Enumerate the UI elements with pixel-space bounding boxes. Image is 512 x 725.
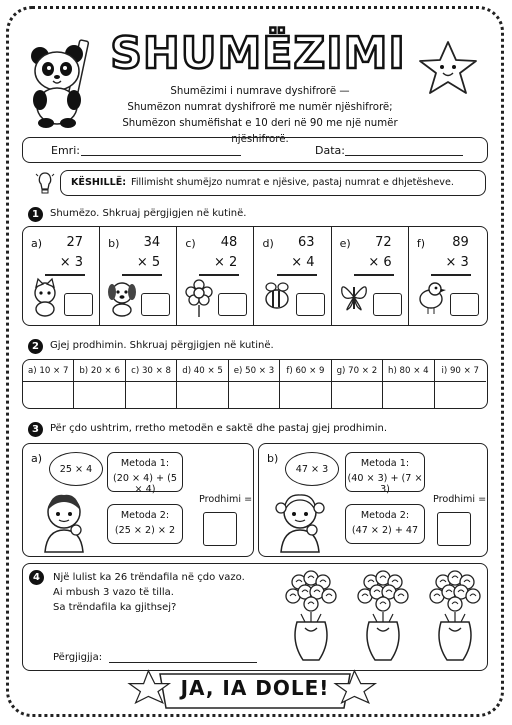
bird-icon bbox=[417, 279, 447, 319]
date-line[interactable] bbox=[345, 155, 463, 156]
problem-line: Ai mbush 3 vazo të tilla. bbox=[53, 587, 174, 598]
problem-cell bbox=[100, 227, 177, 325]
page-title: SHUMËZIMI bbox=[110, 28, 406, 79]
section-number: 4 bbox=[29, 570, 44, 585]
name-label: Emri: bbox=[51, 144, 80, 157]
problem-letter: b) bbox=[108, 237, 120, 250]
section-number: 1 bbox=[28, 207, 43, 222]
method-label: Metoda 2: bbox=[120, 510, 170, 521]
tip-box bbox=[60, 170, 486, 196]
method-label: Metoda 2: bbox=[360, 510, 410, 521]
product-problem: d) 40 × 5 bbox=[182, 366, 223, 376]
method-1-box[interactable] bbox=[345, 452, 425, 495]
method-label: Metoda 1: bbox=[360, 458, 410, 469]
multiplier: × 3 bbox=[445, 255, 469, 270]
problem-letter: e) bbox=[339, 237, 351, 250]
product-problem: b) 20 × 6 bbox=[79, 366, 120, 376]
multiplier: × 6 bbox=[368, 255, 392, 270]
product-problem: g) 70 × 2 bbox=[336, 366, 378, 376]
answer-box[interactable] bbox=[203, 512, 237, 546]
answer-box[interactable] bbox=[218, 293, 247, 316]
multiplier: × 3 bbox=[59, 255, 83, 270]
lightbulb-icon bbox=[36, 170, 54, 198]
tip-label: KËSHILLË: bbox=[71, 177, 127, 188]
part-letter: b) bbox=[267, 452, 279, 465]
product-problem: a) 10 × 7 bbox=[28, 366, 69, 376]
answer-rule bbox=[354, 274, 394, 276]
section-instruction: Për çdo ushtrim, rretho metodën e saktë dhe pastaj gjej prodhimin. bbox=[50, 423, 388, 434]
product-cell[interactable] bbox=[23, 360, 74, 408]
multiplier: × 5 bbox=[136, 255, 161, 270]
problem-letter: a) bbox=[31, 237, 43, 250]
multiplicand: 89 bbox=[452, 235, 469, 250]
problem-line: Një lulist ka 26 trëndafila në çdo vazo. bbox=[53, 572, 245, 583]
method-label: Metoda 1: bbox=[120, 458, 170, 469]
section-instruction: Shumëzo. Shkruaj përgjigjen në kutinë. bbox=[50, 208, 247, 219]
answer-rule bbox=[122, 274, 162, 276]
product-problem: e) 50 × 3 bbox=[233, 366, 275, 376]
product-cell[interactable] bbox=[229, 360, 280, 408]
problem-line: Sa trëndafila ka gjithsej? bbox=[53, 602, 177, 613]
answer-label: Përgjigjja: bbox=[53, 652, 103, 663]
panda-mascot-icon bbox=[28, 38, 100, 130]
problem-letter: d) bbox=[262, 237, 274, 250]
word-problem bbox=[53, 570, 245, 615]
name-date-box bbox=[22, 137, 488, 163]
problem-cell bbox=[332, 227, 409, 325]
row-divider bbox=[23, 381, 486, 382]
section1-panel bbox=[22, 226, 488, 326]
method-expression: (20 × 4) + (5 × 4) bbox=[113, 473, 177, 495]
product-problem: c) 30 × 8 bbox=[131, 366, 172, 376]
product-cell[interactable] bbox=[126, 360, 177, 408]
method-expression: (25 × 2) × 2 bbox=[114, 525, 176, 536]
subtitle-line: Shumëzimi i numrave dyshifrorë — bbox=[170, 86, 350, 97]
footer-banner: JA, IA DOLE! bbox=[180, 676, 330, 700]
name-line[interactable] bbox=[81, 155, 241, 156]
section-instruction: Gjej prodhimin. Shkruaj përgjigjen në kutinë. bbox=[50, 340, 274, 351]
answer-box[interactable] bbox=[296, 293, 325, 316]
girl-thinking-icon bbox=[273, 490, 327, 552]
product-cell[interactable] bbox=[177, 360, 228, 408]
product-cell[interactable] bbox=[74, 360, 125, 408]
answer-box[interactable] bbox=[437, 512, 471, 546]
rose-vase-icon bbox=[353, 570, 413, 666]
problem-bubble: 47 × 3 bbox=[285, 452, 339, 486]
problem-bubble: 25 × 4 bbox=[49, 452, 103, 486]
tip-text: Fillimisht shumëjzo numrat e njësive, pastaj numrat e dhjetësheve. bbox=[131, 177, 454, 188]
part-letter: a) bbox=[31, 452, 43, 465]
boy-thinking-icon bbox=[37, 490, 91, 552]
section4-panel bbox=[22, 563, 488, 671]
problem-cell bbox=[177, 227, 254, 325]
product-problem: i) 90 × 7 bbox=[441, 366, 480, 376]
answer-rule bbox=[277, 274, 317, 276]
answer-box[interactable] bbox=[141, 293, 170, 316]
answer-rule bbox=[199, 274, 239, 276]
problem-letter: f) bbox=[416, 237, 425, 250]
product-problem: h) 80 × 4 bbox=[388, 366, 429, 376]
dog-icon bbox=[108, 279, 138, 319]
multiplier: × 4 bbox=[291, 255, 315, 270]
method-expression: (40 × 3) + (7 × 3) bbox=[347, 473, 423, 495]
section-number: 3 bbox=[28, 422, 43, 437]
answer-line[interactable] bbox=[109, 662, 257, 663]
problem-cell bbox=[23, 227, 100, 325]
rose-vase-icon bbox=[281, 570, 341, 666]
bee-icon bbox=[263, 279, 293, 319]
product-problem: f) 60 × 9 bbox=[286, 366, 325, 376]
multiplier: × 2 bbox=[214, 255, 238, 270]
section2-panel bbox=[22, 359, 488, 409]
product-cell[interactable] bbox=[280, 360, 331, 408]
product-label: Prodhimi = bbox=[199, 494, 253, 505]
multiplicand: 63 bbox=[297, 235, 315, 250]
product-cell[interactable] bbox=[332, 360, 383, 408]
method-1-box[interactable] bbox=[107, 452, 183, 495]
multiplicand: 72 bbox=[375, 235, 392, 250]
product-cell[interactable] bbox=[435, 360, 486, 408]
flower-icon bbox=[185, 279, 215, 319]
date-label: Data: bbox=[315, 144, 345, 157]
section3-part-a bbox=[22, 443, 254, 557]
product-cell[interactable] bbox=[383, 360, 434, 408]
multiplicand: 34 bbox=[143, 235, 161, 250]
answer-rule bbox=[431, 274, 471, 276]
answer-box[interactable] bbox=[450, 293, 479, 316]
product-label: Prodhimi = bbox=[433, 494, 487, 505]
rose-vase-icon bbox=[425, 570, 485, 666]
cat-icon bbox=[31, 279, 61, 319]
answer-box[interactable] bbox=[64, 293, 93, 316]
method-2-box[interactable] bbox=[107, 504, 183, 544]
smiling-star-icon bbox=[418, 40, 478, 96]
problem-cell bbox=[409, 227, 486, 325]
multiplicand: 27 bbox=[66, 235, 83, 250]
method-expression: (47 × 2) + 47 bbox=[351, 525, 419, 536]
subtitle-line: Shumëzon numrat dyshifrorë me numër njëshifrorë; bbox=[127, 102, 393, 113]
section3-part-b bbox=[258, 443, 488, 557]
section-number: 2 bbox=[28, 339, 43, 354]
problem-cell bbox=[255, 227, 332, 325]
butterfly-icon bbox=[340, 279, 370, 319]
answer-box[interactable] bbox=[373, 293, 402, 316]
method-2-box[interactable] bbox=[345, 504, 425, 544]
answer-rule bbox=[45, 274, 85, 276]
problem-letter: c) bbox=[185, 237, 196, 250]
multiplicand: 48 bbox=[220, 235, 238, 250]
subtitle-line: Shumëzon shumëfishat e 10 deri në 90 me një numër njëshifrorë. bbox=[122, 118, 398, 145]
